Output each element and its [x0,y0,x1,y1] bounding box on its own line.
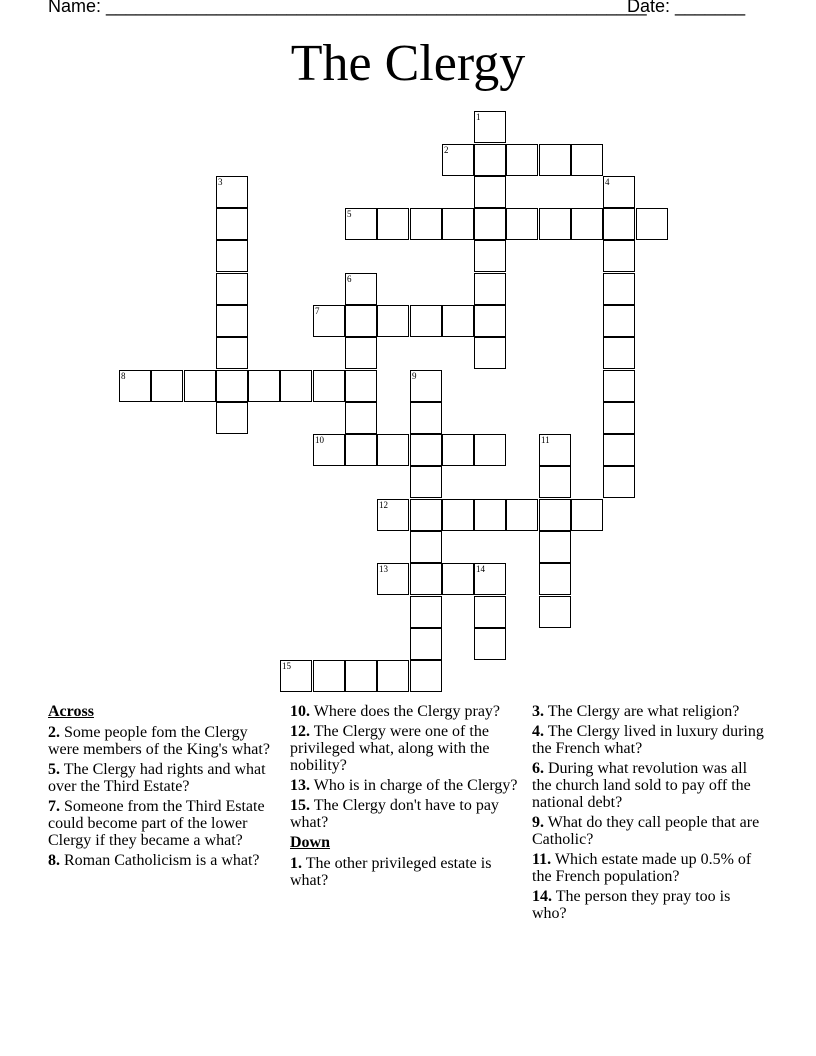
clue-across-7: 7. Someone from the Third Estate could become part of the lower Clergy if they became a what? [48,798,265,849]
crossword-cell[interactable] [345,660,377,692]
clue-down-4: 4. The Clergy lived in luxury during the French what? [532,723,764,757]
clue-number: 9 [412,371,417,381]
crossword-cell[interactable] [442,434,474,466]
crossword-cell[interactable] [216,273,248,305]
crossword-cell[interactable] [636,208,668,240]
clue-across-2: 2. Some people fom the Clergy were members of the King's what? [48,724,270,758]
crossword-cell[interactable] [442,499,474,531]
crossword-cell[interactable] [216,240,248,272]
clue-number: 2 [444,145,449,155]
clue-across-8: 8. Roman Catholicism is a what? [48,852,260,869]
clue-down-3: 3. The Clergy are what religion? [532,703,740,720]
crossword-cell[interactable] [506,499,538,531]
crossword-cell[interactable] [539,434,571,466]
crossword-cell[interactable] [571,208,603,240]
crossword-cell[interactable] [474,208,506,240]
clue-number: 15 [282,661,291,671]
crossword-cell[interactable] [539,531,571,563]
crossword-cell[interactable] [603,305,635,337]
crossword-cell[interactable] [345,402,377,434]
crossword-cell[interactable] [603,337,635,369]
clue-across-15: 15. The Clergy don't have to pay what? [290,797,499,831]
clue-number: 14 [476,564,485,574]
crossword-cell[interactable] [216,370,248,402]
crossword-cell[interactable] [474,240,506,272]
clue-down-9: 9. What do they call people that are Catholic? [532,814,760,848]
crossword-cell[interactable] [539,563,571,595]
crossword-cell[interactable] [603,176,635,208]
clue-across-5: 5. The Clergy had rights and what over the Third Estate? [48,761,266,795]
crossword-cell[interactable] [474,144,506,176]
crossword-cell[interactable] [442,144,474,176]
crossword-cell[interactable] [248,370,280,402]
crossword-cell[interactable] [313,434,345,466]
crossword-cell[interactable] [280,660,312,692]
crossword-cell[interactable] [151,370,183,402]
crossword-cell[interactable] [442,208,474,240]
clue-number: 13 [379,564,388,574]
crossword-cell[interactable] [345,434,377,466]
puzzle-title: The Clergy [290,35,526,92]
name-field[interactable]: Name: ______________________________________________________ [48,0,647,16]
crossword-cell[interactable] [345,208,377,240]
crossword-cell[interactable] [410,531,442,563]
across-heading: Across [48,703,94,720]
crossword-cell[interactable] [539,466,571,498]
crossword-cell[interactable] [345,370,377,402]
down-heading: Down [290,834,331,851]
clue-column-1 [48,703,280,872]
crossword-cell[interactable] [410,563,442,595]
crossword-cell[interactable] [377,305,409,337]
crossword-cell[interactable] [474,499,506,531]
crossword-cell[interactable] [603,370,635,402]
crossword-cell[interactable] [345,337,377,369]
crossword-cell[interactable] [603,240,635,272]
crossword-cell[interactable] [313,660,345,692]
crossword-cell[interactable] [410,402,442,434]
crossword-cell[interactable] [474,337,506,369]
crossword-cell[interactable] [410,499,442,531]
crossword-cell[interactable] [571,144,603,176]
crossword-cell[interactable] [603,208,635,240]
crossword-cell[interactable] [377,563,409,595]
crossword-cell[interactable] [442,563,474,595]
crossword-cell[interactable] [474,434,506,466]
crossword-cell[interactable] [539,596,571,628]
clue-number: 7 [315,306,320,316]
crossword-cell[interactable] [474,176,506,208]
crossword-cell[interactable] [377,208,409,240]
crossword-cell[interactable] [216,402,248,434]
crossword-cell[interactable] [410,370,442,402]
crossword-cell[interactable] [410,434,442,466]
crossword-cell[interactable] [539,499,571,531]
crossword-cell[interactable] [474,305,506,337]
crossword-cell[interactable] [313,305,345,337]
clue-number: 11 [541,435,550,445]
crossword-cell[interactable] [539,208,571,240]
crossword-cell[interactable] [216,337,248,369]
crossword-cell[interactable] [603,466,635,498]
crossword-cell[interactable] [410,208,442,240]
crossword-cell[interactable] [603,273,635,305]
crossword-cell[interactable] [474,111,506,143]
clue-number: 8 [121,371,126,381]
crossword-cell[interactable] [216,176,248,208]
crossword-cell[interactable] [474,563,506,595]
crossword-cell[interactable] [410,466,442,498]
clue-column-3 [532,703,764,925]
crossword-cell[interactable] [280,370,312,402]
clue-down-14: 14. The person they pray too is who? [532,888,731,922]
clue-down-1: 1. The other privileged estate is what? [290,855,492,889]
crossword-cell[interactable] [216,208,248,240]
crossword-cell[interactable] [410,660,442,692]
crossword-cell[interactable] [603,434,635,466]
crossword-cell[interactable] [474,273,506,305]
crossword-cell[interactable] [474,596,506,628]
clue-across-12: 12. The Clergy were one of the privileged what, along with the nobility? [290,723,490,774]
crossword-cell[interactable] [377,660,409,692]
crossword-cell[interactable] [539,144,571,176]
crossword-cell[interactable] [442,305,474,337]
clue-number: 1 [476,112,481,122]
crossword-cell[interactable] [410,305,442,337]
clue-number: 4 [605,177,610,187]
crossword-cell[interactable] [410,596,442,628]
crossword-cell[interactable] [184,370,216,402]
crossword-cell[interactable] [571,499,603,531]
clue-number: 3 [218,177,223,187]
crossword-cell[interactable] [377,499,409,531]
date-field[interactable]: Date: _______ [627,0,746,16]
crossword-cell[interactable] [603,402,635,434]
crossword-cell[interactable] [345,273,377,305]
crossword-cell[interactable] [377,434,409,466]
crossword-cell[interactable] [313,370,345,402]
crossword-cell[interactable] [345,305,377,337]
crossword-cell[interactable] [119,370,151,402]
crossword-cell[interactable] [506,208,538,240]
crossword-cell[interactable] [506,144,538,176]
crossword-cell[interactable] [410,628,442,660]
clue-down-11: 11. Which estate made up 0.5% of the French population? [532,851,752,885]
clue-number: 6 [347,274,352,284]
clue-number: 12 [379,500,388,510]
clue-number: 5 [347,209,352,219]
crossword-cell[interactable] [474,628,506,660]
clue-across-10: 10. Where does the Clergy pray? [290,703,501,720]
crossword-cell[interactable] [216,305,248,337]
clue-number: 10 [315,435,324,445]
clue-down-6: 6. During what revolution was all the church land sold to pay off the national debt? [532,760,751,811]
clue-column-2 [290,703,522,892]
clue-across-13: 13. Who is in charge of the Clergy? [290,777,518,794]
